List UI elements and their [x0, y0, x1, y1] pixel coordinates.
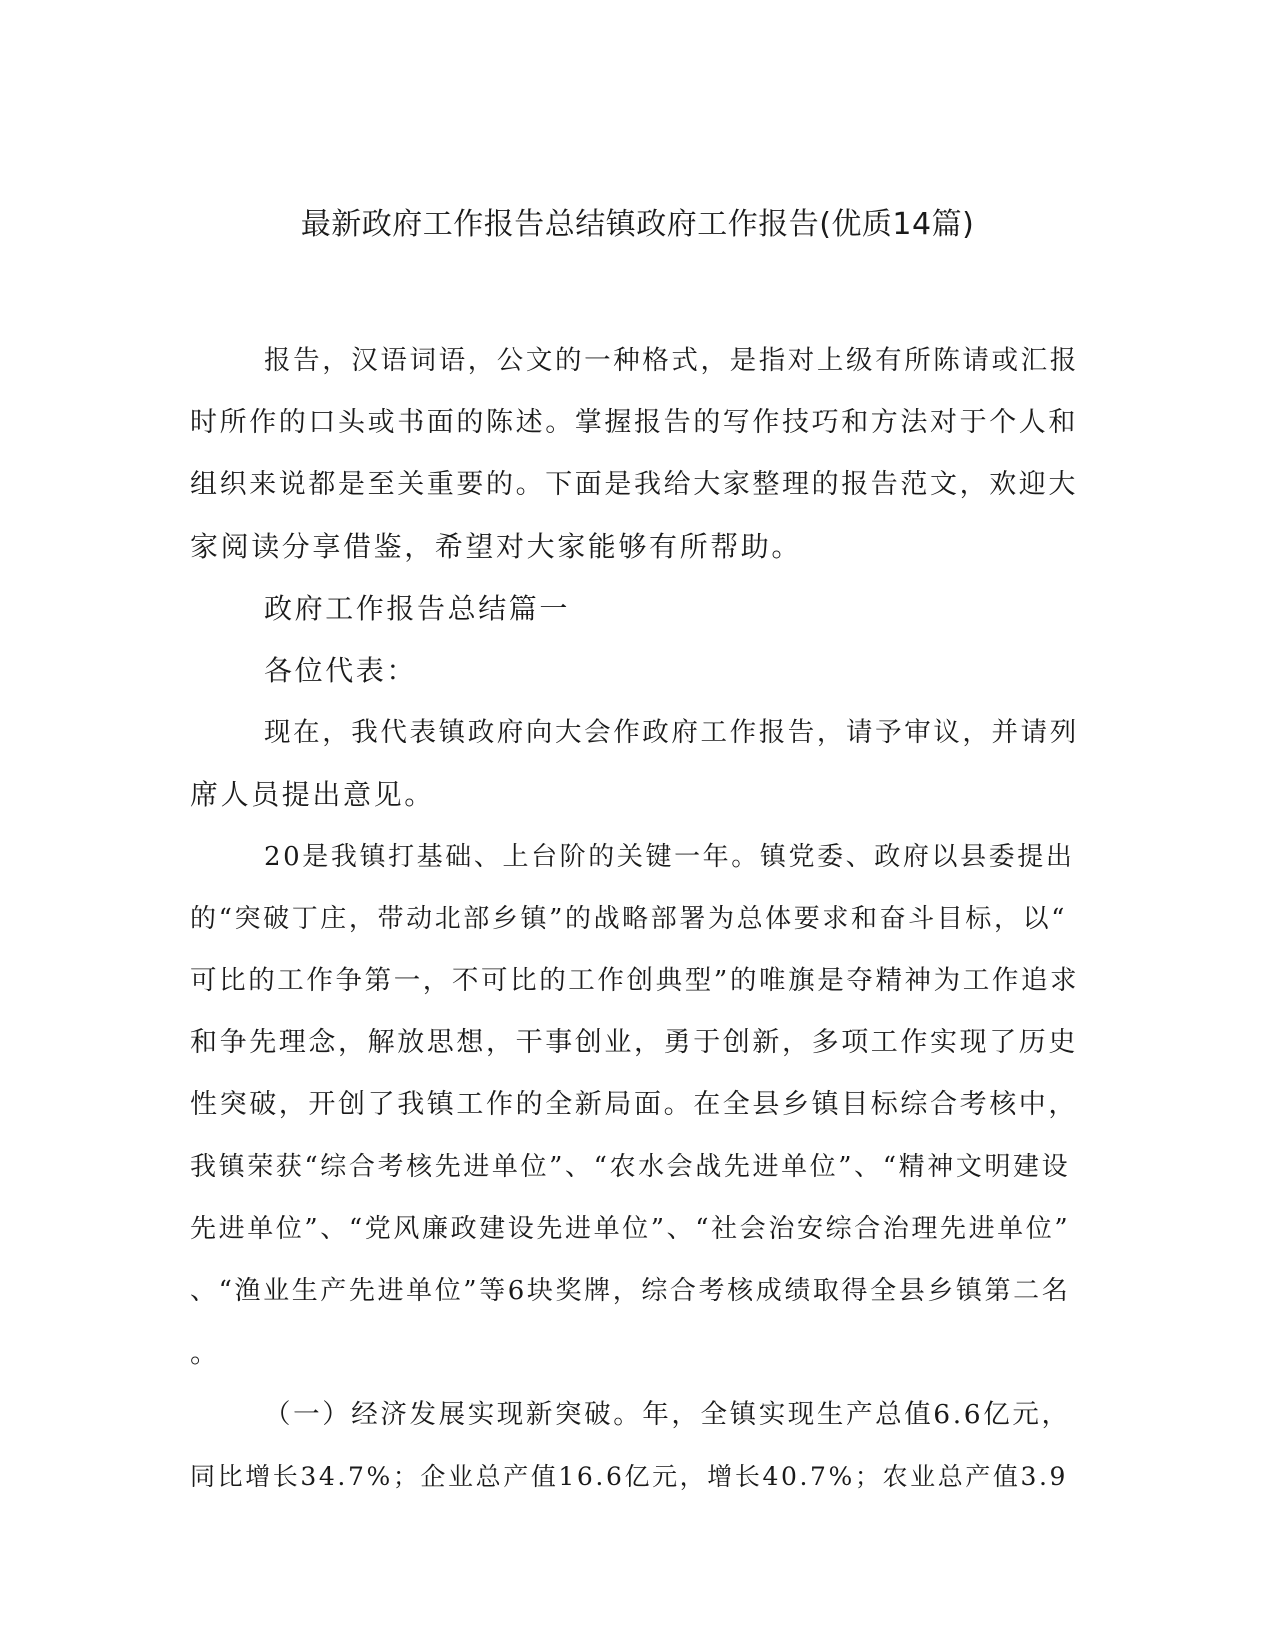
- body-line: 和争先理念，解放思想，干事创业，勇于创新，多项工作实现了历史: [190, 1027, 1078, 1058]
- document-body: [190, 330, 1080, 1508]
- body-line: 性突破，开创了我镇工作的全新局面。在全县乡镇目标综合考核中，: [190, 1089, 1078, 1120]
- body-line: 、“渔业生产先进单位”等6块奖牌，综合考核成绩取得全县乡镇第二名: [190, 1276, 1071, 1306]
- body-line: 先进单位”、“党风廉政建设先进单位”、“社会治安综合治理先进单位”: [190, 1214, 1071, 1244]
- body-line: 家阅读分享借鉴，希望对大家能够有所帮助。: [190, 530, 803, 563]
- body-line: 报告，汉语词语，公文的一种格式，是指对上级有所陈请或汇报: [264, 345, 1079, 376]
- body-line: 组织来说都是至关重要的。下面是我给大家整理的报告范文，欢迎大: [190, 469, 1078, 500]
- body-line: 的“突破丁庄，带动北部乡镇”的战略部署为总体要求和奋斗目标，以“: [190, 904, 1068, 934]
- body-line: 同比增长34.7%；企业总产值16.6亿元，增长40.7%；农业总产值3.9: [190, 1462, 1069, 1491]
- body-line: 时所作的口头或书面的陈述。掌握报告的写作技巧和方法对于个人和: [190, 407, 1078, 438]
- body-line: 现在，我代表镇政府向大会作政府工作报告，请予审议，并请列: [264, 717, 1079, 748]
- body-line: 20是我镇打基础、上台阶的关键一年。镇党委、政府以县委提出: [264, 842, 1075, 872]
- body-line: 我镇荣获“综合考核先进单位”、“农水会战先进单位”、“精神文明建设: [190, 1152, 1071, 1182]
- body-line: （一）经济发展实现新突破。年，全镇实现生产总值6.6亿元，: [264, 1399, 1071, 1430]
- body-line: 可比的工作争第一，不可比的工作创典型”的唯旗是夺精神为工作追求: [190, 965, 1080, 996]
- document-title: 最新政府工作报告总结镇政府工作报告(优质14篇): [300, 207, 975, 242]
- body-line: 各位代表：: [264, 654, 418, 687]
- body-line: 政府工作报告总结篇一: [264, 592, 571, 625]
- body-line: 席人员提出意见。: [190, 778, 435, 811]
- body-line: 。: [190, 1336, 221, 1369]
